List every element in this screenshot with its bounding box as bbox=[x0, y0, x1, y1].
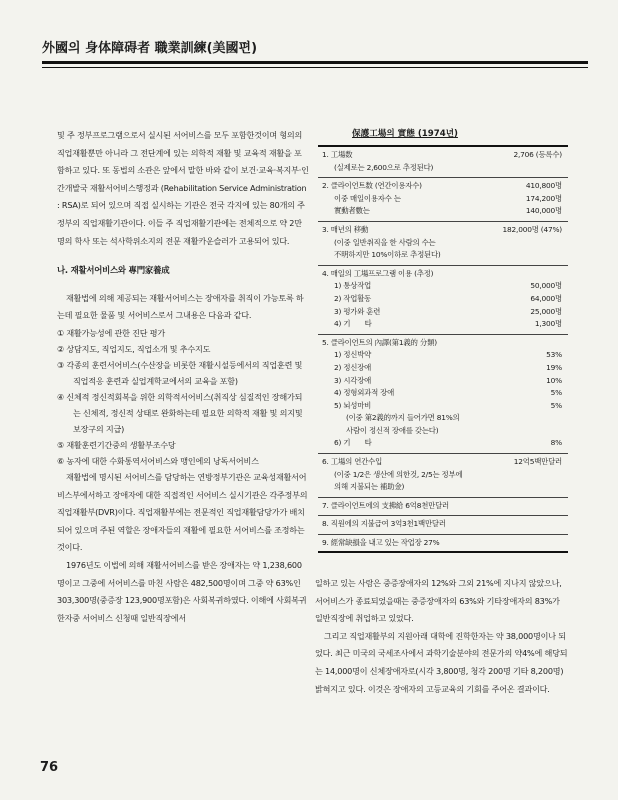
row-value: 50,000명 bbox=[530, 281, 562, 291]
page-header bbox=[42, 37, 588, 64]
row-label: 9. 經常缺損을 내고 있는 작업장 27% bbox=[322, 538, 440, 548]
row-value: 1,300명 bbox=[534, 319, 562, 329]
service-item: ② 상담지도, 직업지도, 직업소개 및 추수지도 bbox=[57, 343, 211, 354]
row-label: 4) 정형외과적 장애 bbox=[334, 388, 395, 398]
row-label: 이중 매일이용자수 는 bbox=[334, 193, 401, 203]
service-item: ④ 신체적 정신적회복을 위한 의학적서어비스(취직상 심질적인 장해가되는 신체적, 정신적 상태로 완화하는데 필요한 의학적 재활 및 의지및 보장구의 지급) bbox=[57, 391, 303, 434]
row-label: 2) 정신장애 bbox=[334, 362, 372, 372]
left-outro: 재활법에 명시된 서어비스를 담당하는 연방정부기관은 교육성재활서어비스부에서하고 장애자에 대한 직접적인 서어비스 실시기관은 각주정부의 직업재활부(DVR)이다. 직업재활부에는 전문적인 직업재활담당가가 배치되어 있으며 주된 역할은 장애자들의 재활에 필요한 서어비스를 조정하는 것이다. bbox=[57, 471, 308, 553]
row-label: 3. 매년의 移動 bbox=[322, 224, 369, 234]
row-value: 5% bbox=[550, 388, 562, 398]
row-note: (이중 第2義的까지 들어가면 81%의 bbox=[346, 413, 460, 423]
row-value: 8% bbox=[550, 438, 562, 448]
table-section bbox=[318, 535, 568, 553]
row-label: 2) 작업활동 bbox=[334, 293, 372, 303]
row-value: 140,000명 bbox=[525, 206, 562, 216]
table-section bbox=[318, 178, 568, 222]
row-label: 1. 工場数 bbox=[322, 150, 353, 159]
row-label: 4. 매일의 工場프로그램 이용 (추정) bbox=[322, 268, 434, 278]
row-value: 25,000명 bbox=[530, 306, 562, 316]
service-item: ① 재활가능성에 관한 진단 평가 bbox=[57, 327, 165, 338]
table-section bbox=[318, 335, 568, 454]
row-value: 410,800명 bbox=[525, 181, 562, 191]
row-label: 5. 클라이언트의 內譯(第1義的 分類) bbox=[322, 337, 437, 347]
page-number: 76 bbox=[40, 760, 59, 775]
row-label: 7. 클라이언트에의 支拂給 6억8천만달러 bbox=[322, 500, 449, 510]
table-section bbox=[318, 266, 568, 335]
header-rule bbox=[42, 67, 588, 68]
left-intro: 재활법에 의해 제공되는 재활서어비스는 장애자를 취직이 가능토록 하는데 필요한 물품 및 서어비스로서 그내용은 다음과 같다. bbox=[57, 292, 304, 321]
table-section bbox=[318, 498, 568, 517]
right-paragraph: 그리고 직업재활부의 지원아래 대학에 진학한자는 약 38,000명이나 되었다. 최근 미국의 국세조사에서 과학기술분야의 전문가의 약4%에 해당되는 14,000명이 신체장애자로(시각 3,800명, 청각 200명 기타 8,200명)밝혀지고 있다. 이것은 장애자의 고등교육의 기회를 주어온 결과이다. bbox=[315, 630, 568, 694]
row-note: (이중 일반취직을 한 사람의 수는 bbox=[334, 237, 436, 247]
row-label: 1) 통상작업 bbox=[334, 281, 372, 291]
row-value: 19% bbox=[546, 362, 562, 372]
row-value: 174,200명 bbox=[525, 193, 562, 203]
section-heading: 나. 재활서어비스와 專門家養成 bbox=[57, 265, 170, 276]
right-column bbox=[315, 575, 568, 698]
table-section bbox=[318, 222, 568, 266]
row-value: 10% bbox=[546, 375, 562, 385]
row-label: 8. 직원에의 지불급여 3억3천1백만달러 bbox=[322, 519, 446, 529]
row-value: 2,706 (등록수) bbox=[513, 150, 562, 159]
row-note: 不明하지만 10%이하로 추정된다) bbox=[334, 250, 441, 260]
row-label: 6) 기 타 bbox=[334, 438, 372, 448]
row-label: 5) 뇌성마비 bbox=[334, 400, 372, 410]
row-value: 53% bbox=[546, 350, 562, 360]
row-note: 사람이 정신적 장애를 갖는다) bbox=[346, 425, 439, 435]
row-value: 64,000명 bbox=[530, 293, 562, 303]
table-section bbox=[318, 516, 568, 535]
sheltered-workshop-table bbox=[318, 145, 568, 553]
row-label: 實動者數는 bbox=[334, 206, 370, 216]
table-section bbox=[318, 147, 568, 178]
row-label: 2. 클라이언트数 (연간이용자수) bbox=[322, 181, 422, 191]
table-section bbox=[318, 454, 568, 498]
row-note: (이중 1/2은 생산에 의한것, 2/5는 정부에 bbox=[334, 469, 463, 479]
header-title: 外國의 身体障碍者 職業訓練(美國편) bbox=[42, 41, 258, 56]
right-paragraph: 일하고 있는 사람은 중증장애자의 12%와 그외 21%에 지나지 않았으나, 서어비스가 종료되었을때는 중증장애자의 63%와 기타장애자의 83%가 일반직장에 취업하고 있었다. bbox=[315, 578, 562, 624]
row-label: 1) 정신박약 bbox=[334, 350, 372, 360]
table-title: 保護工場의 實態 (1974년) bbox=[352, 129, 458, 139]
service-item: ③ 각종의 훈련서어비스(수산장을 비롯한 재활시설등에서의 직업훈련 및 직업적응 훈련과 실업계학교에서의 교육을 포함) bbox=[57, 359, 303, 386]
left-paragraph: 및 주 정부프로그램으로서 실시된 서어비스를 모두 포함한것이며 형의의 직업재활뿐만 아니라 그 전단계에 있는 의학적 재활 및 교육적 재활을 포함하고 있다. 또 동법의 소관은 앞에서 말한 바와 같이 보건·교육·복지부·인간개발국 재활서어비스행정과 (Rehabilitation Service Administration : RSA)로 되어 있으며 직접 실시하는 기관은 전국 각지에 있는 80개의 주 정부의 직업재활기관이다. 이들 주 직업재활기관에는 전체적으로 약 2만명의 학사 또는 석사학위소지의 전문 재활카운슬러가 고용되어 있다. bbox=[57, 130, 309, 246]
row-label: 6. 工場의 연간수입 bbox=[322, 457, 383, 467]
service-item: ⑥ 농자에 대한 수화통역서어비스와 맹인에의 낭독서어비스 bbox=[57, 455, 259, 466]
service-item: ⑤ 재활훈련기간중의 생활부조수당 bbox=[57, 439, 176, 450]
row-label: 3) 평가와 훈련 bbox=[334, 306, 381, 316]
row-note: (실제로는 2,600으로 추정된다) bbox=[334, 162, 434, 172]
row-note: 의해 지불되는 補助金) bbox=[334, 482, 405, 492]
row-label: 4) 기 타 bbox=[334, 319, 372, 329]
row-value: 12억5백만달러 bbox=[513, 457, 562, 467]
row-value: 182,000명 (47%) bbox=[502, 224, 562, 234]
row-value: 5% bbox=[550, 400, 562, 410]
left-outro: 1976년도 이법에 의해 재활서어비스를 받은 장애자는 약 1,238,600명이고 그중에 서어비스를 마친 사람은 482,500명이며 그중 약 63%인 303,300명(중증장 123,900명포함)은 사회복귀하였다. 이해에 사회복귀한자중 서어비스 신청때 일반직장에서 bbox=[57, 559, 307, 623]
row-label: 3) 시각장애 bbox=[334, 375, 372, 385]
left-column bbox=[57, 127, 309, 627]
